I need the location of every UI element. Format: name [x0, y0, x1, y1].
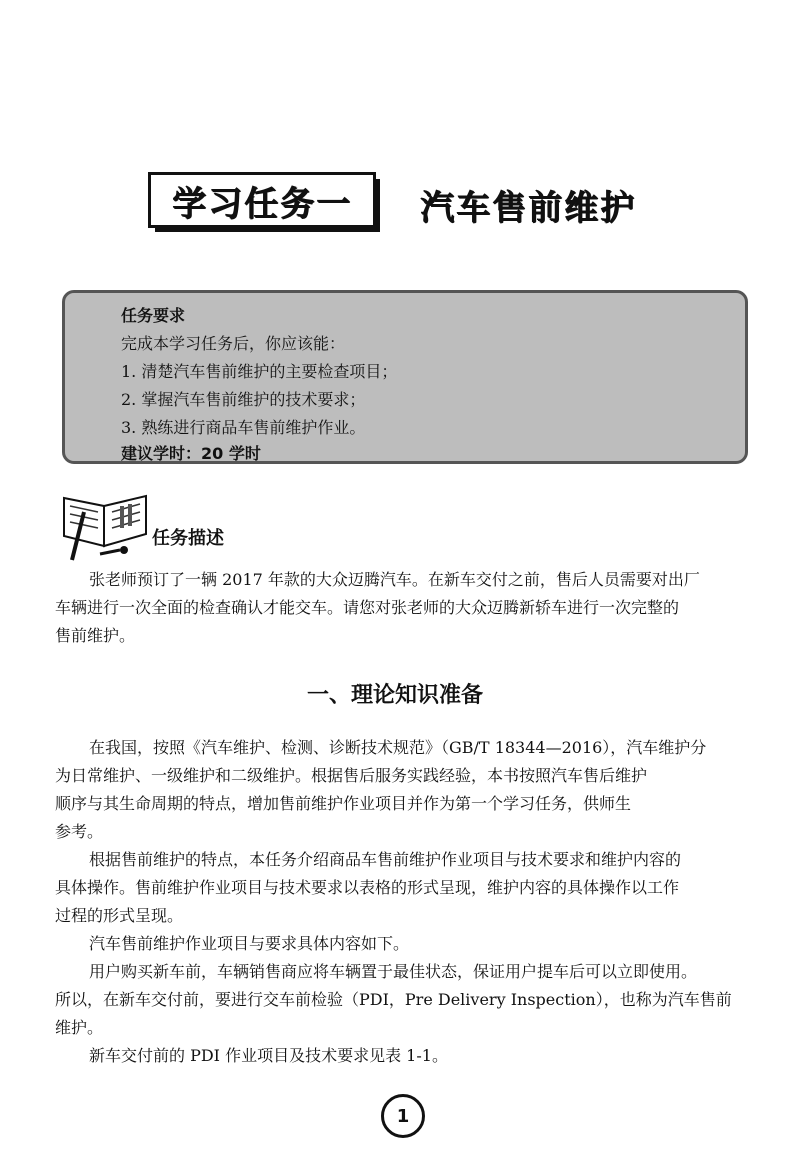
text-line: 用户购买新车前，车辆销售商应将车辆置于最佳状态，保证用户提车后可以立即使用。 [89, 962, 698, 981]
task-description-heading: 任务描述 [152, 528, 224, 549]
text-line: 根据售前维护的特点，本任务介绍商品车售前维护作业项目与技术要求和维护内容的 [89, 850, 682, 869]
requirement-item: 3. 熟练进行商品车售前维护作业。 [121, 418, 366, 437]
text-line: 售前维护。 [55, 626, 136, 645]
text-line: 车辆进行一次全面的检查确认才能交车。请您对张老师的大众迈腾新轿车进行一次完整的 [55, 598, 680, 617]
text-line: 为日常维护、一级维护和二级维护。根据售后服务实践经验，本书按照汽车售后维护 [55, 766, 648, 785]
text-line: 过程的形式呈现。 [55, 906, 184, 925]
body-paragraph [55, 846, 755, 930]
body-paragraph [55, 930, 755, 958]
requirement-item: 2. 掌握汽车售前维护的技术要求； [121, 390, 366, 409]
requirement-item: 1. 清楚汽车售前维护的主要检查项目； [121, 362, 398, 381]
chapter-title [148, 172, 708, 232]
task-title: 汽车售前维护 [420, 188, 636, 228]
section-heading: 一、理论知识准备 [306, 683, 483, 708]
requirements-intro: 完成本学习任务后，你应该能： [121, 334, 346, 353]
text-line: 顺序与其生命周期的特点，增加售前维护作业项目并作为第一个学习任务，供师生 [55, 794, 632, 813]
text-line: 新车交付前的 PDI 作业项目及技术要求见表 1-1。 [89, 1046, 448, 1065]
task-description-text [55, 566, 755, 650]
text-line: 所以，在新车交付前，要进行交车前检验（PDI，Pre Delivery Inspection），也称为汽车售前 [55, 990, 732, 1009]
task-label: 学习任务一 [172, 183, 352, 224]
page-number: 1 [381, 1094, 425, 1138]
requirements-heading: 任务要求 [121, 306, 186, 325]
text-line: 在我国，按照《汽车维护、检测、诊断技术规范》（GB/T 18344—2016），汽车维护分 [89, 738, 707, 757]
text-line: 维护。 [55, 1018, 104, 1037]
suggested-hours: 建议学时：20 学时 [121, 444, 261, 463]
text-line: 张老师预订了一辆 2017 年款的大众迈腾汽车。在新车交付之前，售后人员需要对出厂 [89, 570, 700, 589]
text-line: 汽车售前维护作业项目与要求具体内容如下。 [89, 934, 410, 953]
notebook-pen-icon [60, 484, 152, 562]
text-line: 参考。 [55, 822, 104, 841]
body-paragraph [55, 1042, 755, 1070]
task-requirements-box [62, 290, 748, 464]
body-paragraph [55, 958, 755, 1042]
task-label-box [148, 172, 376, 228]
body-paragraph [55, 734, 755, 846]
text-line: 具体操作。售前维护作业项目与技术要求以表格的形式呈现，维护内容的具体操作以工作 [55, 878, 680, 897]
